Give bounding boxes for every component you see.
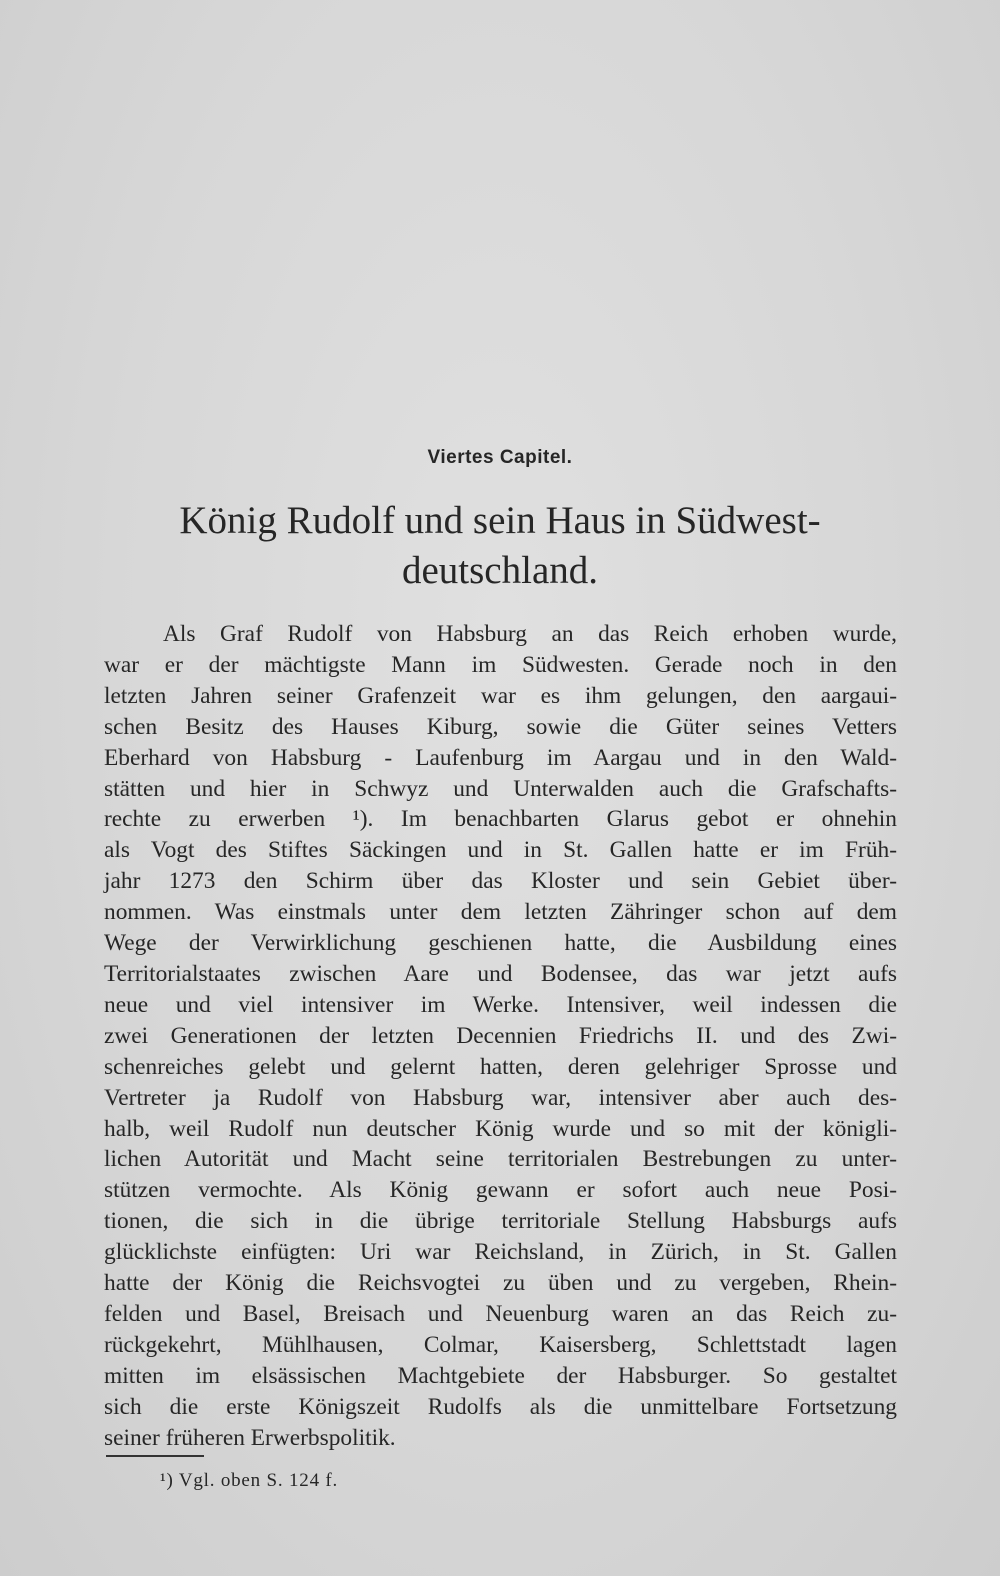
body-line: felden und Basel, Breisach und Neuenburg waren an das Reich zu- <box>104 1300 897 1327</box>
body-line: halb, weil Rudolf nun deutscher König wurde und so mit der königli- <box>104 1115 897 1142</box>
body-line: schenreiches gelebt und gelernt hatten, deren gelehriger Sprosse und <box>104 1053 897 1080</box>
body-line: hatte der König die Reichsvogtei zu üben und zu vergeben, Rhein- <box>104 1270 897 1297</box>
body-line: sich die erste Königszeit Rudolfs als die unmittelbare Fortsetzung <box>104 1393 897 1420</box>
body-line: rechte zu erwerben ¹). Im benachbarten Glarus gebot er ohnehin <box>104 806 897 833</box>
footnote: ¹) Vgl. oben S. 124 f. <box>160 1470 339 1491</box>
body-line: stützen vermochte. Als König gewann er sofort auch neue Posi- <box>104 1177 897 1204</box>
chapter-label: Viertes Capitel. <box>427 447 573 468</box>
body-line: Vertreter ja Rudolf von Habsburg war, intensiver aber auch des- <box>104 1084 897 1111</box>
body-line: Als Graf Rudolf von Habsburg an das Reich erhoben wurde, <box>163 621 897 647</box>
body-line: neue und viel intensiver im Werke. Intensiver, weil indessen die <box>104 991 897 1018</box>
body-line: lichen Autorität und Macht seine territorialen Bestrebungen zu unter- <box>104 1146 897 1173</box>
body-line: mitten im elsässischen Machtgebiete der Habsburger. So gestaltet <box>104 1362 897 1389</box>
body-line: stätten und hier in Schwyz und Unterwalden auch die Grafschafts- <box>104 775 897 802</box>
body-line: als Vogt des Stiftes Säckingen und in St. Gallen hatte er im Früh- <box>104 837 897 864</box>
body-line: seiner früheren Erwerbspolitik. <box>104 1424 396 1451</box>
body-paragraph <box>104 619 897 1453</box>
body-line: tionen, die sich in die übrige territoriale Stellung Habsburgs aufs <box>104 1208 897 1235</box>
body-line: jahr 1273 den Schirm über das Kloster und sein Gebiet über- <box>104 868 897 895</box>
body-line: Eberhard von Habsburg - Laufenburg im Aargau und in den Wald- <box>104 744 897 771</box>
body-line: rückgekehrt, Mühlhausen, Colmar, Kaisersberg, Schlettstadt lagen <box>104 1331 897 1358</box>
body-line: war er der mächtigste Mann im Südwesten. Gerade noch in den <box>104 651 897 678</box>
body-line: letzten Jahren seiner Grafenzeit war es ihm gelungen, den aargaui- <box>104 682 897 709</box>
body-line: Wege der Verwirklichung geschienen hatte, die Ausbildung eines <box>104 930 897 957</box>
footnote-separator <box>106 1455 204 1457</box>
body-line: Territorialstaates zwischen Aare und Bodensee, das war jetzt aufs <box>104 960 897 987</box>
chapter-title-line-2: deutschland. <box>401 549 599 592</box>
body-line: nommen. Was einstmals unter dem letzten Zähringer schon auf dem <box>104 899 897 926</box>
body-line: zwei Generationen der letzten Decennien Friedrichs II. und des Zwi- <box>104 1022 897 1049</box>
body-line: glücklichste einfügten: Uri war Reichsland, in Zürich, in St. Gallen <box>104 1239 897 1266</box>
body-line: schen Besitz des Hauses Kiburg, sowie die Güter seines Vetters <box>104 713 897 740</box>
chapter-title <box>0 496 1000 596</box>
chapter-title-line-1: König Rudolf und sein Haus in Südwest- <box>179 499 821 542</box>
